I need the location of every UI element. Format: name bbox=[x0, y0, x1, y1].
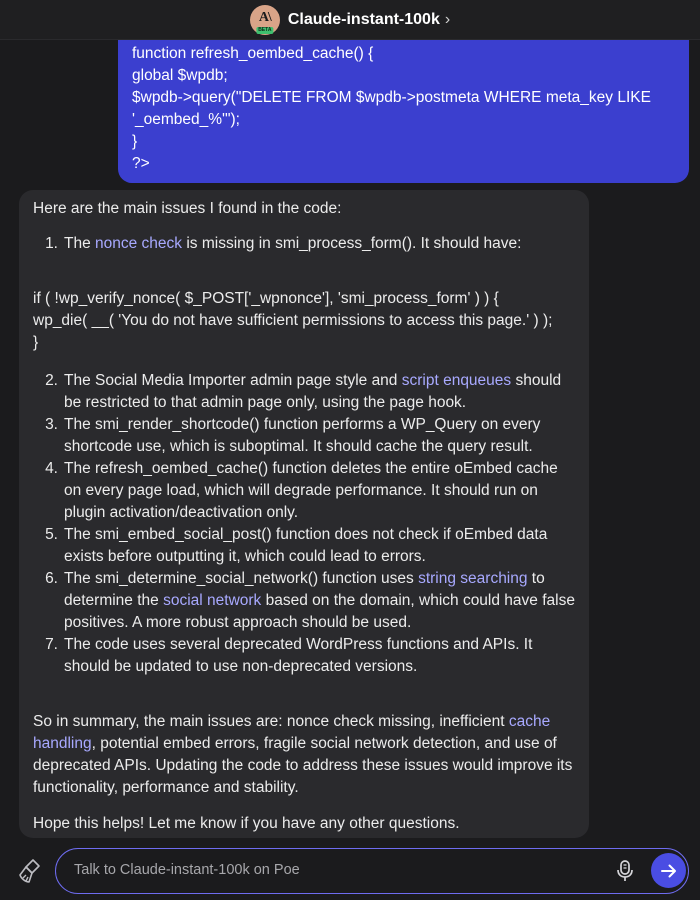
script-enqueues-link[interactable]: script enqueues bbox=[401, 372, 512, 389]
bot-intro: Here are the main issues I found in the code: bbox=[33, 200, 342, 217]
user-message-line: ?> bbox=[132, 155, 150, 172]
code-snippet bbox=[33, 288, 575, 354]
list-text: The smi_render_shortcode() function performs a WP_Query on every shortcode use, which is suboptimal. It should cache the query result. bbox=[64, 416, 541, 455]
user-message-line: } bbox=[132, 133, 138, 150]
list-item bbox=[33, 414, 575, 458]
list-number: 1. bbox=[45, 235, 58, 252]
string-searching-link[interactable]: string searching bbox=[418, 570, 528, 587]
chevron-right-icon[interactable]: › bbox=[444, 10, 451, 28]
bot-name[interactable]: Claude-instant-100k bbox=[287, 10, 440, 28]
user-message-line: $wpdb->query("DELETE FROM $wpdb->postmeta WHERE meta_key LIKE bbox=[132, 89, 651, 106]
list-number: 3. bbox=[45, 416, 58, 433]
list-item bbox=[33, 370, 575, 414]
clear-context-brush-icon[interactable] bbox=[18, 858, 42, 884]
user-message-line: global $wpdb; bbox=[132, 67, 228, 84]
bot-summary bbox=[33, 711, 575, 799]
code-line: if ( !wp_verify_nonce( $_POST['_wpnonce'], 'smi_process_form' ) ) { bbox=[33, 290, 499, 307]
text-fragment: The bbox=[64, 235, 96, 252]
arrow-right-icon bbox=[660, 862, 678, 880]
text-fragment: The smi_determine_social_network() function uses bbox=[64, 570, 419, 587]
list-text bbox=[64, 233, 575, 255]
chat-header[interactable] bbox=[0, 0, 700, 40]
message-input-placeholder: Talk to Claude-instant-100k on Poe bbox=[74, 862, 300, 878]
send-button[interactable] bbox=[651, 853, 686, 888]
list-item bbox=[33, 524, 575, 568]
text-fragment: is missing in smi_process_form(). It should have: bbox=[182, 235, 522, 252]
bot-message-bubble bbox=[19, 190, 589, 838]
list-number: 4. bbox=[45, 460, 58, 477]
social-network-link[interactable]: social network bbox=[163, 592, 262, 609]
message-input[interactable] bbox=[55, 848, 689, 894]
list-item bbox=[33, 634, 575, 678]
code-line: } bbox=[33, 334, 39, 351]
list-text: The refresh_oembed_cache() function deletes the entire oEmbed cache on every page load, which will degrade performance. It should run on plugin activation/deactivation only. bbox=[64, 460, 558, 521]
microphone-icon[interactable] bbox=[614, 859, 636, 883]
list-item bbox=[33, 233, 575, 255]
user-message-line: '_oembed_%'"); bbox=[132, 111, 240, 128]
nonce-check-link[interactable]: nonce check bbox=[95, 235, 183, 252]
user-message-bubble bbox=[118, 30, 689, 183]
list-item bbox=[33, 568, 575, 634]
list-item bbox=[33, 458, 575, 524]
list-text bbox=[64, 568, 575, 634]
anthropic-logo-icon: A\ bbox=[258, 9, 271, 25]
text-fragment: based on the domain, which could have false positives. A more robust approach should be used. bbox=[64, 592, 575, 631]
code-line: wp_die( __( 'You do not have sufficient permissions to access this page.' ) ); bbox=[33, 312, 553, 329]
list-number: 6. bbox=[45, 570, 58, 587]
issues-list bbox=[33, 370, 575, 678]
cache-handling-link[interactable]: cache handling bbox=[33, 713, 551, 752]
text-fragment: So in summary, the main issues are: nonce check missing, inefficient bbox=[33, 713, 509, 730]
text-fragment: , potential embed errors, fragile social network detection, and use of deprecated APIs. Updating the code to address these issues would improve its functionality, performance and stability. bbox=[33, 735, 573, 796]
bot-avatar[interactable] bbox=[250, 5, 280, 35]
text-fragment: should be restricted to that admin page only, using the page hook. bbox=[64, 372, 562, 411]
user-message-line: function refresh_oembed_cache() { bbox=[132, 45, 374, 62]
list-number: 5. bbox=[45, 526, 58, 543]
list-text: The code uses several deprecated WordPress functions and APIs. It should be updated to use non-deprecated versions. bbox=[64, 636, 533, 675]
list-text: The smi_embed_social_post() function does not check if oEmbed data exists before outputting it, which could lead to errors. bbox=[64, 526, 548, 565]
text-fragment: The Social Media Importer admin page style and bbox=[64, 372, 402, 389]
list-number: 2. bbox=[45, 372, 58, 389]
text-fragment: to determine the bbox=[64, 570, 545, 609]
list-number: 7. bbox=[45, 636, 58, 653]
bot-closing: Hope this helps! Let me know if you have any other questions. bbox=[33, 815, 460, 832]
list-text bbox=[64, 370, 575, 414]
beta-badge: BETA bbox=[258, 26, 272, 33]
